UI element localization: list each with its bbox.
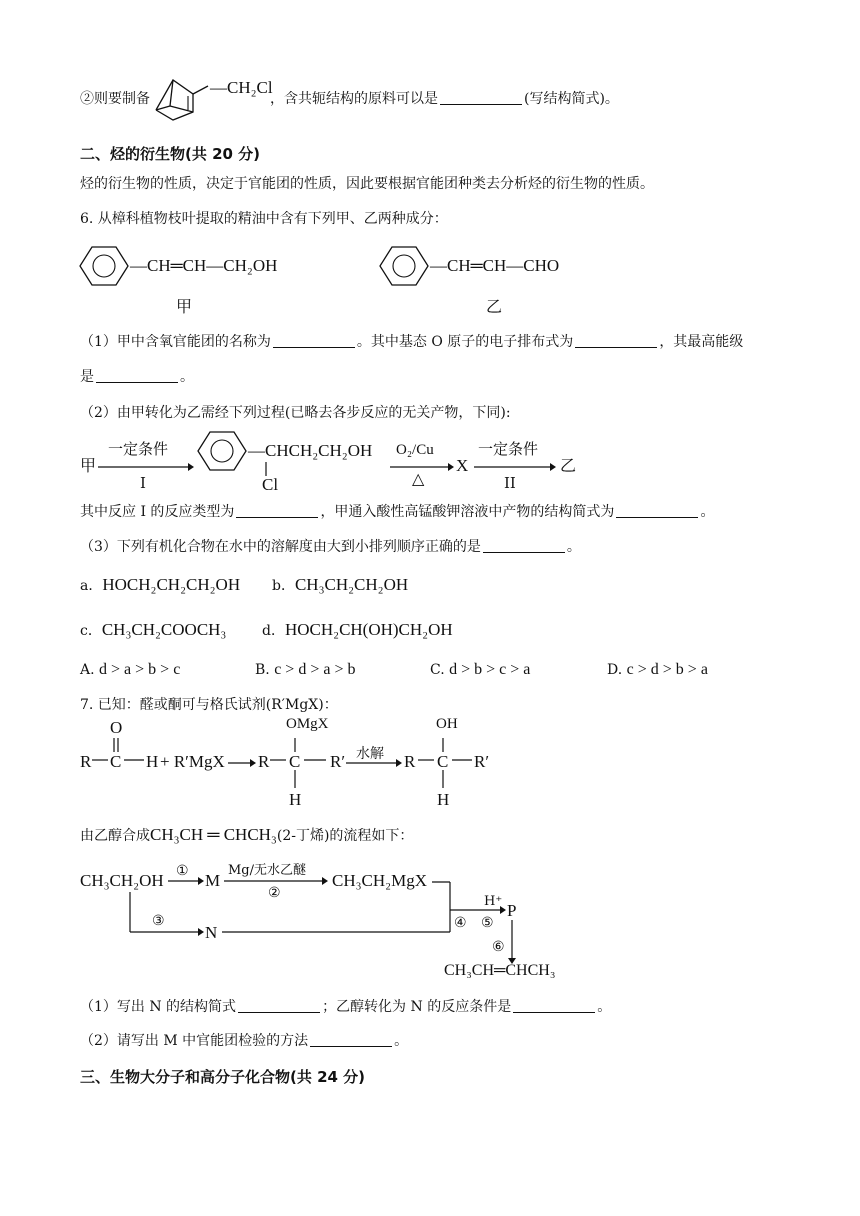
answer-blank: [440, 90, 522, 105]
flow-step5: ⑤: [481, 915, 494, 931]
q6-part2: （2）由甲转化为乙需经下列过程(已略去各步反应的无关产物，下同):: [80, 405, 511, 421]
jia-label: 甲: [176, 297, 193, 316]
rxn-hydrolysis: 水解: [356, 746, 384, 762]
flow-step4: ④: [454, 915, 467, 931]
section2-title: 二、烃的衍生物(共 20 分): [80, 145, 261, 163]
rxn-h3: H: [437, 790, 450, 809]
rxn-omgx: OMgX: [286, 716, 329, 732]
yi-formula: —CH═CH—CHO: [430, 256, 560, 275]
benzene-ring-yi: [380, 245, 430, 287]
rxn-c1: C: [110, 752, 122, 771]
flow-n: N: [205, 923, 218, 942]
q6-option-c: c．CH₃CH₂COOCH₃: [80, 620, 227, 639]
flow-grignard: CH₃CH₂MgX: [332, 871, 427, 890]
flow-step1: ①: [176, 863, 189, 879]
q6-part3: （3）下列有机化合物在水中的溶解度由大到小排列顺序正确的是 。: [80, 539, 581, 555]
q6-choice-c: C. d > b > c > a: [430, 661, 531, 678]
rxn-r3: R: [404, 752, 416, 771]
line-top-prefix: ②则要制备: [80, 91, 150, 107]
q6-option-d: d．HOCH₂CH(OH)CH₂OH: [262, 620, 453, 639]
rxn-r2: R: [258, 752, 270, 771]
route-arrow-1: [98, 463, 194, 473]
rxn-h2: H: [289, 790, 302, 809]
route-start: 甲: [80, 456, 97, 475]
rxn-bonds-2: [270, 736, 334, 792]
q6-part1: （1）甲中含氧官能团的名称为 。其中基态 O 原子的电子排布式为 ，其最高能级: [80, 334, 744, 350]
flow-step2: ②: [268, 885, 281, 901]
route-step2: II: [504, 474, 516, 492]
section2-intro: 烃的衍生物的性质，决定于官能团的性质，因此要根据官能团种类去分析烃的衍生物的性质。: [80, 176, 654, 192]
route-reagent: O₂/Cu: [396, 442, 434, 458]
q7-part2: （2）请写出 M 中官能团检验的方法 。: [80, 1033, 409, 1049]
route-mid-formula: —CHCH₂CH₂OH: [248, 441, 373, 460]
rxn-o: O: [110, 718, 123, 737]
q6-part2-question: 其中反应 I 的反应类型为 ，甲通入酸性高锰酸钾溶液中产物的结构简式为 。: [80, 504, 715, 520]
flow-step3: ③: [152, 913, 165, 929]
section3-title: 三、生物大分子和高分子化合物(共 24 分): [80, 1068, 366, 1086]
line-top-suffix: ，含共轭结构的原料可以是 (写结构简式)。: [270, 91, 619, 107]
rxn-c3: C: [437, 752, 449, 771]
rxn-plus-grignard: + R′MgX: [160, 752, 225, 771]
q6-option-b: b．CH₃CH₂CH₂OH: [272, 575, 409, 594]
flow-step6: ⑥: [492, 939, 505, 955]
q6-option-a: a．HOCH₂CH₂CH₂OH: [80, 575, 241, 594]
flow-product: CH₃CH═CHCH₃: [444, 962, 556, 979]
route-step1: I: [140, 474, 146, 492]
q6-choice-a: A. d > a > b > c: [80, 661, 181, 678]
flow-p: P: [507, 901, 517, 920]
q6-stem: 6. 从樟科植物枝叶提取的精油中含有下列甲、乙两种成分：: [80, 211, 448, 227]
route-end: 乙: [560, 456, 577, 475]
route-x: X: [456, 456, 469, 475]
rxn-rp1: R′: [330, 752, 346, 771]
rxn-rp2: R′: [474, 752, 490, 771]
flow-hplus: H⁺: [484, 894, 503, 909]
rxn-c2: C: [289, 752, 301, 771]
substituent-ch2cl: —CH₂Cl: [210, 78, 273, 97]
q7-synth-line: 由乙醇合成CH₃CH ═ CHCH₃(2-丁烯)的流程如下：: [80, 825, 414, 844]
rxn-h1: H: [146, 752, 159, 771]
route-heat: △: [412, 469, 425, 488]
flow-mg-ether: Mg/无水乙醚: [228, 863, 307, 878]
benzene-ring-route: [198, 430, 248, 472]
route-cl: Cl: [262, 475, 279, 494]
route-cond2: 一定条件: [478, 440, 539, 458]
q6-part1-cont: 是 。: [80, 369, 194, 385]
route-cond1: 一定条件: [108, 440, 169, 458]
flow-m: M: [205, 871, 221, 890]
route-arrow-3: [474, 463, 556, 473]
jia-formula: —CH═CH—CH₂OH: [130, 256, 278, 275]
q6-choice-b: B. c > d > a > b: [255, 661, 356, 678]
rxn-r1: R: [80, 752, 92, 771]
q7-stem: 7. 已知：醛或酮可与格氏试剂(R′MgX)：: [80, 697, 338, 713]
rxn-bonds-1: [90, 736, 150, 766]
yi-label: 乙: [486, 297, 503, 316]
rxn-arrow-2: [346, 759, 402, 769]
flow-ethanol: CH₃CH₂OH: [80, 871, 164, 890]
q6-choice-d: D. c > d > b > a: [607, 661, 708, 678]
route-cl-bond: [264, 462, 268, 476]
rxn-oh: OH: [436, 716, 458, 732]
benzene-ring-jia: [80, 245, 130, 287]
rxn-bonds-3: [418, 736, 478, 792]
q7-part1: （1）写出 N 的结构简式 ；乙醇转化为 N 的反应条件是 。: [80, 999, 612, 1015]
rxn-arrow-1: [228, 759, 256, 769]
